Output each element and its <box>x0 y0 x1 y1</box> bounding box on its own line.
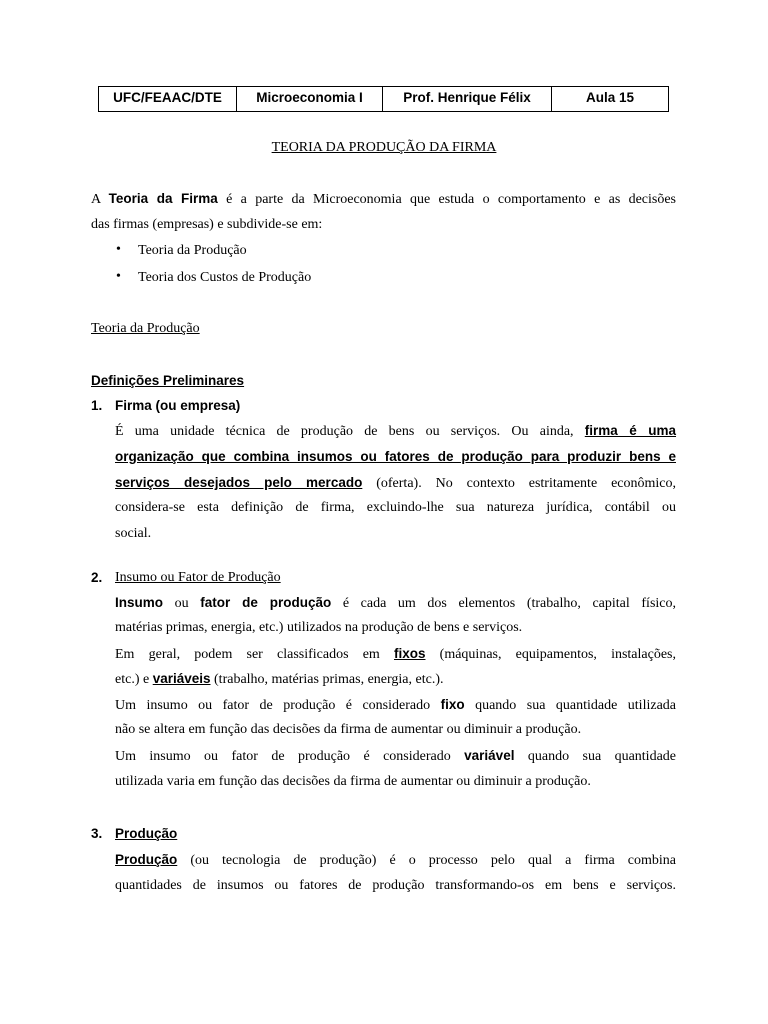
item2-p2-line2-rest: (trabalho, matérias primas, energia, etc.). <box>210 672 444 687</box>
bullet-dot: • <box>116 242 121 257</box>
item2-term-fixos: fixos <box>393 646 426 661</box>
item2-p2-line-2 <box>115 670 444 689</box>
item2-p4-start: Um insumo ou fator de produção é considerado <box>115 749 465 764</box>
item3-term: Produção <box>115 852 178 867</box>
bullet-item: Teoria dos Custos de Produção <box>138 270 312 285</box>
intro-line-1 <box>91 190 676 209</box>
item2-term-variaveis: variáveis <box>152 671 211 686</box>
item1-emph-2: serviços desejados pelo mercado <box>115 475 363 490</box>
item1-line-5: social. <box>115 526 152 541</box>
bullet-item: Teoria da Produção <box>138 243 247 258</box>
item3-rest: (ou tecnologia de produção) é o processo pelo qual a firma combina <box>177 853 676 868</box>
item2-p2-line-1 <box>115 645 676 664</box>
bullet-dot: • <box>116 269 121 284</box>
item1-line-2: organização que combina insumos ou fatores de produção para produzir bens e <box>115 449 676 464</box>
item-number: 3. <box>91 826 103 841</box>
item3-line-2: quantidades de insumos ou fatores de produção transformando-os em bens e serviços. <box>115 878 676 893</box>
item2-p3-rest: quando sua quantidade utilizada <box>464 698 676 713</box>
header-lesson: Aula 15 <box>552 87 669 112</box>
item1-line-1 <box>115 422 676 441</box>
item-heading-firma: Firma (ou empresa) <box>115 398 241 413</box>
item2-p2-rest: (máquinas, equipamentos, instalações, <box>425 647 676 662</box>
item-heading-producao: Produção <box>115 826 178 841</box>
section-heading: Teoria da Produção <box>91 321 200 336</box>
item-number: 2. <box>91 570 103 585</box>
item2-term-fixo: fixo <box>440 697 465 712</box>
item1-text: É uma unidade técnica de produção de bens ou serviços. Ou ainda, <box>115 424 574 439</box>
item2-term-variavel: variável <box>464 748 515 763</box>
item2-p2-start: Em geral, podem ser classificados em <box>115 647 394 662</box>
intro-term: Teoria da Firma <box>108 191 218 206</box>
item1-line-3 <box>115 474 676 493</box>
intro-rest: é a parte da Microeconomia que estuda o comportamento e as decisões <box>217 192 677 207</box>
item2-rest: é cada um dos elementos (trabalho, capital físico, <box>331 596 676 611</box>
item-heading-insumo: Insumo ou Fator de Produção <box>115 570 281 585</box>
header-table <box>98 86 669 112</box>
item2-mid: ou <box>163 596 201 611</box>
item2-p4-rest: quando sua quantidade <box>514 749 676 764</box>
item2-p3-start: Um insumo ou fator de produção é considerado <box>115 698 441 713</box>
item3-line-1 <box>115 851 676 870</box>
item2-p3-line-1 <box>115 696 676 715</box>
item2-p4-line-2: utilizada varia em função das decisões da firma de aumentar ou diminuir a produção. <box>115 774 591 789</box>
subsection-heading: Definições Preliminares <box>91 373 245 388</box>
item2-p1-line-1 <box>115 594 676 613</box>
header-course: Microeconomia I <box>237 87 383 112</box>
item2-p2-line2-start: etc.) e <box>115 672 153 687</box>
item2-p3-line-2: não se altera em função das decisões da firma de aumentar ou diminuir a produção. <box>115 722 582 737</box>
item1-text-2: (oferta). No contexto estritamente econômico, <box>362 476 676 491</box>
header-professor: Prof. Henrique Félix <box>383 87 552 112</box>
intro-line-2: das firmas (empresas) e subdivide-se em: <box>91 217 323 232</box>
document-title: TEORIA DA PRODUÇÃO DA FIRMA <box>271 140 497 155</box>
item-number: 1. <box>91 398 103 413</box>
header-institution: UFC/FEAAC/DTE <box>99 87 237 112</box>
intro-prefix: A <box>91 192 109 207</box>
item2-p4-line-1 <box>115 747 676 766</box>
item2-term-fator: fator de produção <box>200 595 332 610</box>
item2-p1-line-2: matérias primas, energia, etc.) utilizados na produção de bens e serviços. <box>115 620 523 635</box>
item2-term-insumo: Insumo <box>115 595 164 610</box>
item1-line-4: considera-se esta definição de firma, excluindo-lhe sua natureza jurídica, contábil ou <box>115 500 676 515</box>
item1-emph: firma é uma <box>584 423 677 438</box>
